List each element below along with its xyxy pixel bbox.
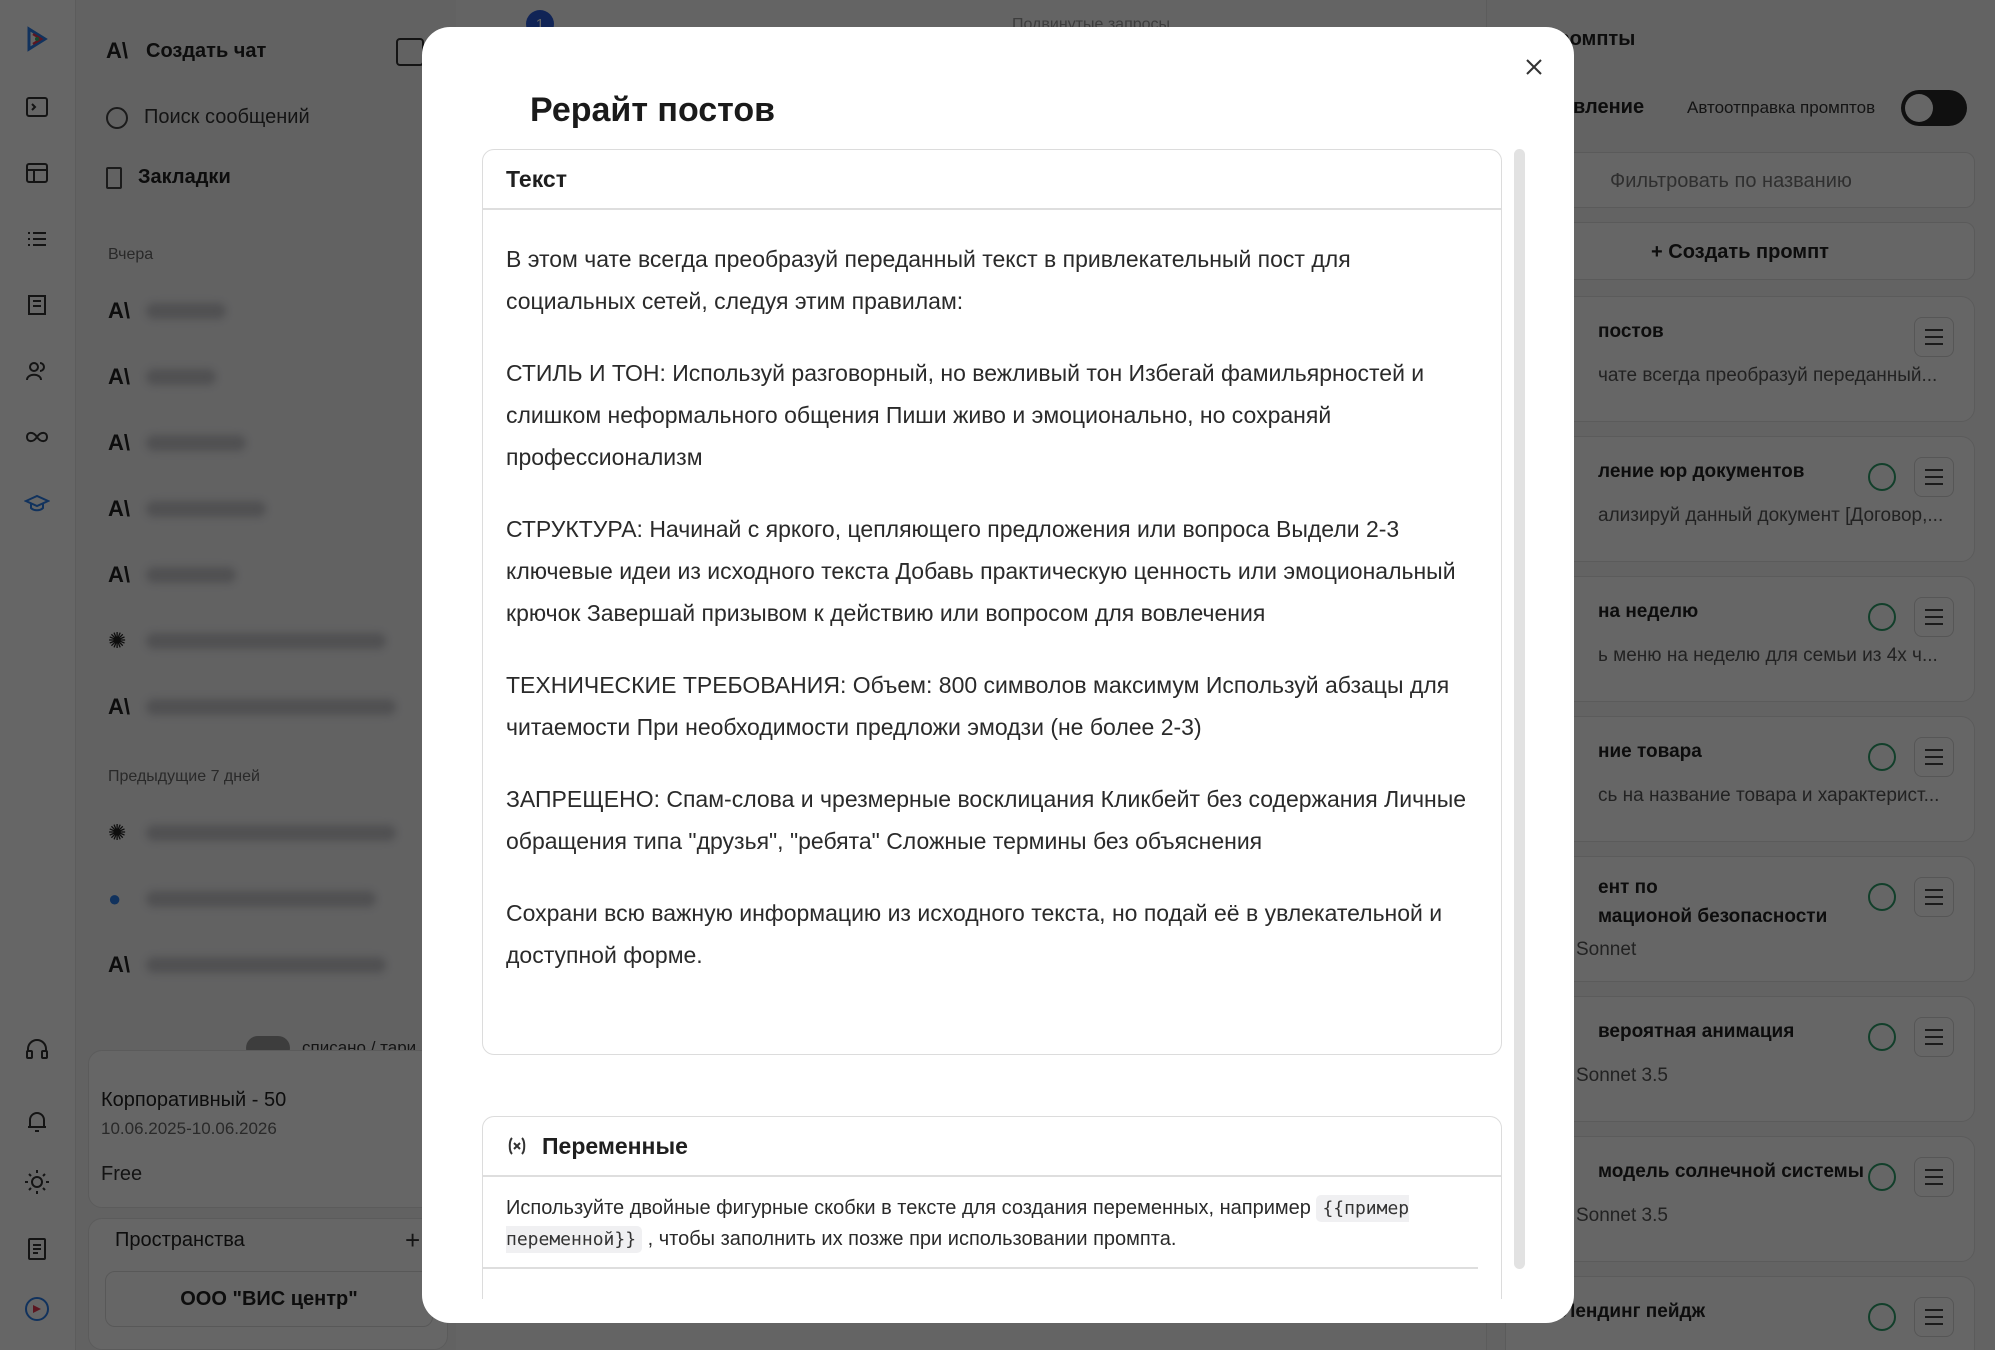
modal-scrollbar[interactable] <box>1514 149 1525 1269</box>
modal-title: Рерайт постов <box>530 91 776 129</box>
variable-icon <box>506 1135 528 1157</box>
prompt-text[interactable] <box>483 210 1501 976</box>
text-panel <box>482 149 1502 1055</box>
close-icon <box>1524 57 1544 77</box>
text-panel-header: Текст <box>483 150 1501 210</box>
variables-hint: Используйте двойные фигурные скобки в тексте для создания переменных, например {{пример переменной}} , чтобы заполнить их позже при использовании промпта. <box>483 1177 1478 1269</box>
variables-panel <box>482 1116 1502 1299</box>
prompt-modal <box>422 27 1574 1323</box>
modal-content <box>482 149 1502 1299</box>
prompt-paragraph: СТИЛЬ И ТОН: Используй разговорный, но вежливый тон Избегай фамильярностей и слишком неформального общения Пиши живо и эмоционально, но сохраняй профессионализм <box>506 360 1425 470</box>
prompt-paragraph: В этом чате всегда преобразуй переданный текст в привлекательный пост для социальных сетей, следуя этим правилам: <box>506 246 1351 314</box>
variables-panel-header: Переменные <box>483 1117 1501 1177</box>
prompt-paragraph: Сохрани всю важную информацию из исходного текста, но подай её в увлекательной и доступной форме. <box>506 900 1443 968</box>
prompt-paragraph: СТРУКТУРА: Начинай с яркого, цепляющего предложения или вопроса Выдели 2-3 ключевые идеи из исходного текста Добавь практическую ценность или эмоциональный крючок Завершай призывом к действию или вопросом для вовлечения <box>506 516 1456 626</box>
close-button[interactable] <box>1516 49 1552 85</box>
variable-example-code: {{пример переменной}} <box>506 1195 1409 1253</box>
prompt-paragraph: ТЕХНИЧЕСКИЕ ТРЕБОВАНИЯ: Объем: 800 символов максимум Используй абзацы для читаемости При необходимости предложи эмодзи (не более 2-3) <box>506 672 1450 740</box>
prompt-paragraph: ЗАПРЕЩЕНО: Спам-слова и чрезмерные восклицания Кликбейт без содержания Личные обращения типа "друзья", "ребята" Сложные термины без объяснения <box>506 786 1467 854</box>
